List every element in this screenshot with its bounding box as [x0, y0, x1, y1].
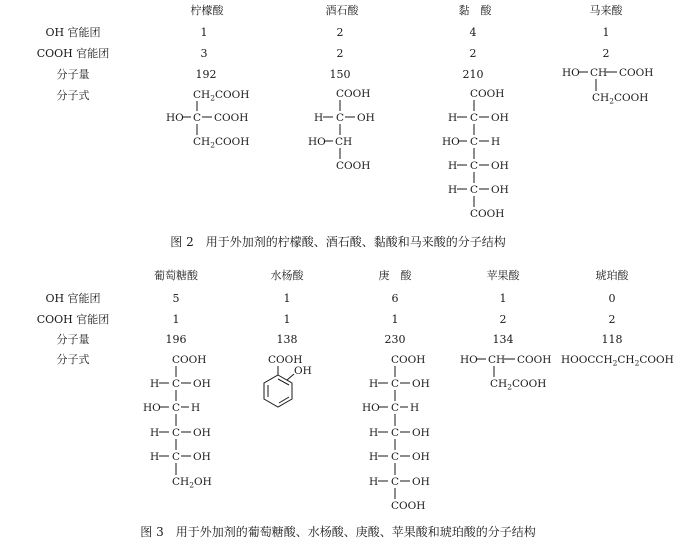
- formula-line: C: [391, 427, 400, 439]
- formula-line: OH: [412, 476, 430, 488]
- formula-line: OH: [412, 427, 430, 439]
- compound-header-tartaric: 酒石酸: [325, 4, 359, 17]
- mw-value: 138: [276, 333, 298, 346]
- mw-value: 230: [384, 333, 406, 346]
- compound-header-malic: 苹果酸: [486, 269, 520, 282]
- oh-value: 5: [172, 292, 180, 305]
- formula-line: $CH_2OH$: [172, 476, 212, 490]
- compound-header-maleic: 马来酸: [589, 4, 623, 17]
- oh-value: 1: [200, 26, 208, 39]
- cooh-value: 1: [283, 313, 291, 326]
- formula-line: HO: [143, 402, 161, 414]
- mw-value: 196: [165, 333, 187, 346]
- formula-line: OH: [491, 160, 509, 172]
- oh-value: 4: [469, 26, 477, 39]
- formula-line: OH: [294, 365, 312, 377]
- succinic-acid-structure: [561, 354, 674, 368]
- cooh-value: 2: [336, 47, 344, 60]
- formula-line: H: [150, 451, 160, 463]
- heptonic-acid-structure: [362, 354, 430, 512]
- cooh-value: 1: [391, 313, 399, 326]
- formula-line: H: [150, 427, 160, 439]
- oh-value: 1: [602, 26, 610, 39]
- formula-line: COOH: [391, 500, 426, 512]
- formula-line: $CH_2COOH$: [193, 89, 250, 103]
- formula-line: OH: [412, 451, 430, 463]
- compound-header-mucic: 黏 酸: [458, 4, 492, 17]
- formula-line: OH: [491, 112, 509, 124]
- formula-line: COOH: [336, 88, 371, 100]
- formula-line: HO: [362, 402, 380, 414]
- formula-line: H: [150, 378, 160, 390]
- formula-line: CH: [590, 67, 608, 79]
- formula-line: H: [448, 112, 458, 124]
- row-label-formula: 分子式: [56, 353, 90, 366]
- formula-line: C: [470, 184, 479, 196]
- row-label-mw: 分子量: [56, 333, 90, 346]
- formula-line: H: [448, 184, 458, 196]
- formula-line: OH: [357, 112, 375, 124]
- formula-line: C: [172, 451, 181, 463]
- compound-header-succinic: 琥珀酸: [595, 269, 629, 282]
- formula-line: H: [191, 402, 201, 414]
- cooh-value: 2: [469, 47, 477, 60]
- formula-line: HO: [442, 136, 460, 148]
- mw-value: 192: [195, 68, 217, 81]
- formula-line: COOH: [268, 354, 303, 366]
- formula-line: $CH_2COOH$: [490, 378, 547, 392]
- oh-value: 1: [499, 292, 507, 305]
- formula-line: C: [470, 160, 479, 172]
- formula-line: H: [369, 476, 379, 488]
- compound-header-citric: 柠檬酸: [190, 4, 224, 17]
- row-label-formula: 分子式: [56, 89, 90, 102]
- mw-value: 210: [462, 68, 484, 81]
- formula-line: H: [448, 160, 458, 172]
- formula-line: C: [470, 112, 479, 124]
- formula-line: $CH_2COOH$: [193, 136, 250, 150]
- formula-line: HO: [166, 112, 184, 124]
- cooh-value: 2: [608, 313, 616, 326]
- formula-line: H: [369, 427, 379, 439]
- compound-header-salicylic: 水杨酸: [270, 269, 304, 282]
- formula-line: OH: [491, 184, 509, 196]
- formula-line: H: [491, 136, 501, 148]
- mw-value: 150: [329, 68, 351, 81]
- oh-value: 1: [283, 292, 291, 305]
- formula-line: C: [172, 378, 181, 390]
- cooh-value: 3: [200, 47, 208, 60]
- formula-line: COOH: [517, 354, 552, 366]
- mw-value: 134: [492, 333, 514, 346]
- formula-line: H: [410, 402, 420, 414]
- formula-line: H: [314, 112, 324, 124]
- formula-line: CH: [335, 136, 353, 148]
- compound-header-heptonic: 庚 酸: [378, 269, 412, 282]
- cooh-value: 2: [499, 313, 507, 326]
- salicylic-acid-structure: [264, 354, 312, 407]
- formula-line: $HOOCCH_2CH_2COOH$: [561, 354, 674, 368]
- row-label-cooh: COOH 官能团: [36, 313, 110, 326]
- row-label-cooh: COOH 官能团: [36, 47, 110, 60]
- formula-line: C: [391, 451, 400, 463]
- figure-2-caption: 图 2 用于外加剂的柠檬酸、酒石酸、黏酸和马来酸的分子结构: [170, 235, 506, 249]
- formula-line: H: [369, 451, 379, 463]
- compound-header-gluconic: 葡萄糖酸: [154, 269, 198, 282]
- row-label-mw: 分子量: [56, 68, 90, 81]
- formula-line: COOH: [336, 160, 371, 172]
- formula-line: OH: [193, 378, 211, 390]
- formula-line: COOH: [470, 88, 505, 100]
- row-label-oh: OH 官能团: [45, 292, 101, 305]
- oh-value: 6: [391, 292, 399, 305]
- oh-value: 0: [608, 292, 616, 305]
- formula-line: OH: [193, 451, 211, 463]
- formula-line: COOH: [214, 112, 249, 124]
- formula-line: C: [336, 112, 345, 124]
- formula-line: H: [369, 378, 379, 390]
- figure-3-caption: 图 3 用于外加剂的葡萄糖酸、水杨酸、庚酸、苹果酸和琥珀酸的分子结构: [140, 525, 536, 539]
- formula-line: C: [172, 427, 181, 439]
- formula-line: COOH: [619, 67, 654, 79]
- formula-line: OH: [193, 427, 211, 439]
- formula-line: HO: [308, 136, 326, 148]
- formula-line: C: [470, 136, 479, 148]
- formula-line: CH: [488, 354, 506, 366]
- formula-line: C: [172, 402, 181, 414]
- mw-value: 118: [601, 333, 623, 346]
- formula-line: C: [193, 112, 202, 124]
- formula-line: COOH: [470, 208, 505, 220]
- formula-line: C: [391, 378, 400, 390]
- oh-value: 2: [336, 26, 344, 39]
- cooh-value: 1: [172, 313, 180, 326]
- malic-acid-structure: [460, 354, 551, 392]
- formula-line: $CH_2COOH$: [592, 92, 649, 106]
- gluconic-acid-structure: [143, 354, 212, 490]
- formula-line: C: [391, 402, 400, 414]
- formula-line: HO: [562, 67, 580, 79]
- formula-line: COOH: [172, 354, 207, 366]
- formula-line: HO: [460, 354, 478, 366]
- formula-line: C: [391, 476, 400, 488]
- formula-line: OH: [412, 378, 430, 390]
- row-label-oh: OH 官能团: [45, 26, 101, 39]
- cooh-value: 2: [602, 47, 610, 60]
- formula-line: COOH: [391, 354, 426, 366]
